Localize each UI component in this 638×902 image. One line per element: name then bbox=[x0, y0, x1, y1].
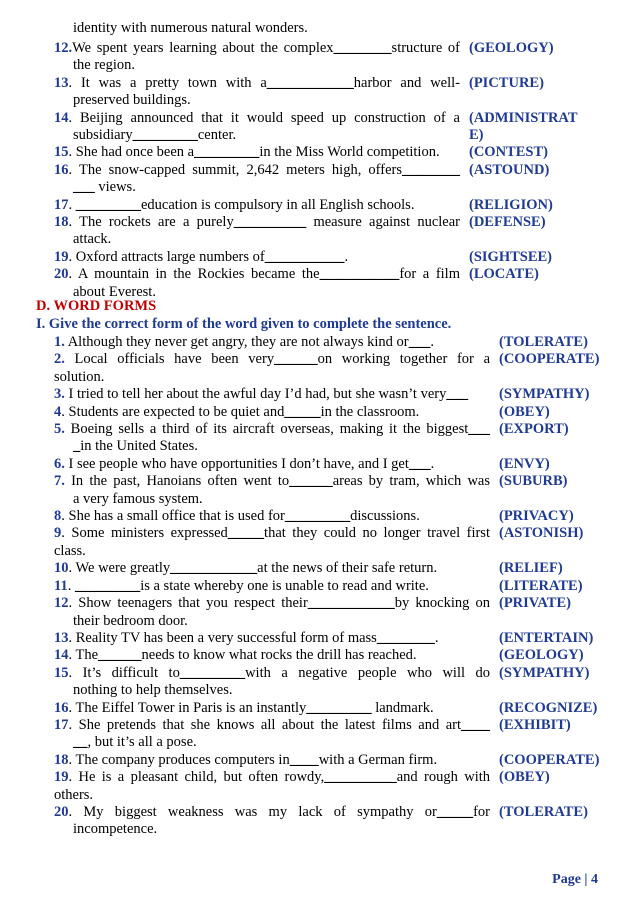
answer-blank: ___________ bbox=[319, 266, 400, 283]
exercise-item bbox=[0, 578, 638, 595]
question-line bbox=[54, 769, 490, 786]
sentence-text: Local officials have been very bbox=[64, 351, 275, 368]
sentence-text: . We were greatly bbox=[68, 560, 171, 577]
hint-word: (RECOGNIZE) bbox=[499, 699, 598, 716]
hint-word: (TOLERATE) bbox=[499, 803, 588, 820]
question-line bbox=[54, 110, 460, 127]
question-text bbox=[0, 214, 460, 249]
word-hint bbox=[460, 197, 553, 214]
sentence-text: with a negative people who will do bbox=[245, 664, 490, 681]
word-hint bbox=[460, 266, 539, 283]
question-number: 13 bbox=[54, 629, 69, 646]
sentence-text: areas by tram, which was bbox=[332, 473, 491, 490]
sentence-text: We spent years learning about the complex bbox=[72, 40, 334, 56]
sentence-text: others. bbox=[54, 786, 94, 803]
question-number: 7. bbox=[54, 473, 65, 490]
word-hint bbox=[490, 630, 593, 647]
question-number: 17 bbox=[54, 196, 69, 213]
sentence-text: a very famous system. bbox=[73, 490, 203, 507]
question-continuation bbox=[54, 787, 490, 804]
word-hint bbox=[490, 700, 597, 717]
question-line bbox=[54, 665, 490, 682]
hint-word: (ENTERTAIN) bbox=[499, 629, 594, 646]
exercise-list-c bbox=[0, 40, 638, 301]
word-hint bbox=[460, 75, 544, 92]
question-text bbox=[0, 404, 490, 421]
answer-blank: ___ bbox=[408, 455, 431, 472]
question-line bbox=[54, 249, 460, 266]
question-number: 1. bbox=[54, 334, 65, 350]
question-line bbox=[54, 508, 490, 525]
question-line bbox=[54, 560, 490, 577]
continuation-text: identity with numerous natural wonders. bbox=[73, 20, 308, 36]
sentence-text: . She had once been a bbox=[68, 144, 195, 161]
question-number: 14 bbox=[54, 109, 69, 126]
exercise-item bbox=[0, 804, 638, 839]
answer-blank: _ bbox=[73, 438, 81, 455]
answer-blank: __________ bbox=[324, 769, 397, 786]
hint-word: (COOPERATE) bbox=[499, 351, 600, 368]
question-number: 14 bbox=[54, 647, 69, 664]
sentence-text: . The company produces computers in bbox=[68, 751, 290, 768]
exercise-item bbox=[0, 197, 638, 214]
question-number: 19 bbox=[54, 248, 69, 265]
question-number: 18 bbox=[54, 751, 69, 768]
question-text bbox=[0, 386, 490, 403]
exercise-item bbox=[0, 351, 638, 386]
question-number: 16 bbox=[54, 161, 69, 178]
question-continuation bbox=[54, 369, 490, 386]
answer-blank: _________ bbox=[74, 577, 141, 594]
word-hint bbox=[490, 351, 599, 368]
sentence-text: discussions. bbox=[350, 508, 420, 525]
question-line bbox=[54, 404, 490, 421]
hint-word: (EXHIBIT) bbox=[499, 716, 571, 733]
exercise-item bbox=[0, 525, 638, 560]
hint-word: (EXPORT) bbox=[499, 421, 569, 438]
question-number: 2. bbox=[54, 351, 65, 368]
sentence-text: nothing to help themselves. bbox=[73, 682, 233, 699]
question-number: 13 bbox=[54, 74, 69, 91]
question-text bbox=[0, 334, 490, 351]
word-hint bbox=[490, 525, 583, 542]
question-text bbox=[0, 525, 490, 560]
hint-word: (SYMPATHY) bbox=[499, 664, 590, 681]
question-number: 16 bbox=[54, 699, 69, 716]
exercise-item bbox=[0, 717, 638, 752]
sentence-text: class. bbox=[54, 542, 86, 559]
hint-word: (TOLERATE) bbox=[499, 334, 588, 350]
question-number: 4 bbox=[54, 403, 62, 420]
page-footer: Page | 4 bbox=[552, 872, 598, 887]
question-continuation bbox=[54, 231, 460, 248]
question-text bbox=[0, 266, 460, 301]
hint-word: E) bbox=[469, 127, 484, 144]
hint-word: (RELIEF) bbox=[499, 560, 563, 577]
question-line bbox=[54, 804, 490, 821]
sentence-text: . Reality TV has been a very successful form of mass bbox=[68, 629, 377, 646]
question-line bbox=[54, 630, 490, 647]
answer-blank: _________ bbox=[284, 508, 351, 525]
sentence-text: attack. bbox=[73, 231, 112, 248]
question-line bbox=[54, 144, 460, 161]
word-hint bbox=[490, 560, 563, 577]
sentence-text: harbor and well- bbox=[353, 74, 460, 91]
hint-word: (SIGHTSEE) bbox=[469, 248, 552, 265]
exercise-item bbox=[0, 266, 638, 301]
word-hint bbox=[490, 578, 583, 595]
exercise-item bbox=[0, 665, 638, 700]
sentence-text: . bbox=[434, 629, 439, 646]
answer-blank: _________ bbox=[194, 144, 260, 161]
question-text bbox=[0, 162, 460, 197]
sentence-text: . The rockets are a purely bbox=[68, 214, 234, 231]
question-line bbox=[54, 162, 460, 179]
sentence-text: . bbox=[344, 248, 349, 265]
sentence-text: about Everest. bbox=[73, 283, 156, 300]
exercise-item bbox=[0, 404, 638, 421]
question-line bbox=[54, 525, 490, 542]
sentence-text: , but it’s all a pose. bbox=[87, 734, 197, 751]
question-text bbox=[0, 40, 460, 75]
answer-blank: ____ bbox=[461, 716, 490, 733]
question-number: 20 bbox=[54, 803, 69, 820]
sentence-text: . Some ministers expressed bbox=[61, 525, 228, 542]
question-line bbox=[54, 595, 490, 612]
exercise-item bbox=[0, 386, 638, 403]
question-number: 9 bbox=[54, 525, 62, 542]
question-continuation bbox=[54, 613, 490, 630]
hint-word: (PRIVACY) bbox=[499, 508, 574, 525]
question-number: 12. bbox=[54, 40, 73, 56]
exercise-item bbox=[0, 752, 638, 769]
word-hint bbox=[490, 752, 599, 769]
answer-blank: ______ bbox=[98, 647, 142, 664]
hint-word: (ENVY) bbox=[499, 455, 550, 472]
question-line bbox=[54, 752, 490, 769]
question-continuation bbox=[54, 821, 490, 838]
answer-blank: ____________ bbox=[307, 595, 395, 612]
sentence-text: . My biggest weakness was my lack of sympathy or bbox=[68, 803, 437, 820]
question-line bbox=[54, 421, 490, 438]
sentence-text: . She has a small office that is used for bbox=[61, 508, 285, 525]
answer-blank: _____ bbox=[227, 525, 265, 542]
word-hint bbox=[490, 508, 574, 525]
exercise-item bbox=[0, 595, 638, 630]
sentence-text: incompetence. bbox=[73, 821, 158, 838]
answer-blank: _________ bbox=[179, 664, 246, 681]
sentence-text: Although they never get angry, they are not always kind or bbox=[64, 334, 409, 350]
question-text bbox=[0, 665, 490, 700]
answer-blank: _____ bbox=[436, 803, 474, 820]
question-line bbox=[54, 473, 490, 490]
question-continuation bbox=[54, 543, 490, 560]
question-line bbox=[54, 351, 490, 368]
exercise-item bbox=[0, 421, 638, 456]
hint-word: (DEFENSE) bbox=[469, 214, 546, 231]
sentence-text: . It’s difficult to bbox=[68, 664, 180, 681]
question-text bbox=[0, 804, 490, 839]
question-line bbox=[54, 456, 490, 473]
answer-blank: ________ bbox=[402, 161, 460, 178]
sentence-text: preserved buildings. bbox=[73, 92, 191, 109]
hint-word: (RELIGION) bbox=[469, 196, 553, 213]
hint-word: (PRIVATE) bbox=[499, 595, 571, 612]
hint-word: (ASTOUND) bbox=[469, 161, 550, 178]
question-continuation bbox=[54, 682, 490, 699]
question-line bbox=[54, 647, 490, 664]
question-text bbox=[0, 578, 490, 595]
question-text bbox=[0, 769, 490, 804]
exercise-item bbox=[0, 214, 638, 249]
exercise-item bbox=[0, 110, 638, 145]
word-hint bbox=[490, 473, 567, 490]
question-text bbox=[0, 508, 490, 525]
sentence-text: that they could no longer travel first bbox=[264, 525, 490, 542]
word-hint bbox=[490, 804, 588, 821]
hint-word: (COOPERATE) bbox=[499, 751, 600, 768]
sentence-text: . He is a pleasant child, but often rowdy, bbox=[68, 769, 325, 786]
hint-word: (LOCATE) bbox=[469, 266, 539, 283]
question-number: 5. bbox=[54, 421, 65, 438]
answer-blank: ______ bbox=[289, 473, 333, 490]
answer-blank: ___ bbox=[468, 421, 490, 438]
hint-word: (GEOLOGY) bbox=[499, 647, 584, 664]
sentence-text: is a state whereby one is unable to read and write. bbox=[140, 577, 429, 594]
sentence-text: their bedroom door. bbox=[73, 612, 188, 629]
question-line bbox=[54, 334, 490, 351]
exercise-item bbox=[0, 560, 638, 577]
answer-blank: ______ bbox=[274, 351, 318, 368]
sentence-text: in the Miss World competition. bbox=[259, 144, 440, 161]
question-line bbox=[54, 386, 490, 403]
hint-word: (OBEY) bbox=[499, 769, 550, 786]
exercise-item bbox=[0, 769, 638, 804]
answer-blank: ________ bbox=[333, 40, 392, 56]
sentence-text: . bbox=[430, 455, 435, 472]
sentence-text: . bbox=[67, 577, 75, 594]
question-line bbox=[54, 266, 460, 283]
exercise-item bbox=[0, 334, 638, 351]
question-number: 11 bbox=[54, 577, 68, 594]
question-text bbox=[0, 630, 490, 647]
question-text bbox=[0, 717, 490, 752]
hint-word: (PICTURE) bbox=[469, 74, 544, 91]
question-text bbox=[0, 595, 490, 630]
question-number: 19 bbox=[54, 769, 69, 786]
word-hint bbox=[460, 110, 578, 145]
answer-blank: __ bbox=[73, 734, 88, 751]
hint-word: (ADMINISTRAT bbox=[469, 109, 578, 126]
sentence-text: in the United States. bbox=[80, 438, 198, 455]
sentence-text: . She pretends that she knows all about the latest films and art bbox=[68, 716, 461, 733]
word-hint bbox=[460, 214, 546, 231]
sentence-text: needs to know what rocks the drill has reached. bbox=[141, 647, 417, 664]
answer-blank: ____________ bbox=[266, 74, 354, 91]
answer-blank: _________ bbox=[132, 127, 198, 144]
sentence-text: I tried to tell her about the awful day I’d had, but she wasn’t very bbox=[64, 386, 447, 403]
sentence-text: structure of bbox=[391, 40, 461, 56]
exercise-item bbox=[0, 700, 638, 717]
answer-blank: ____________ bbox=[170, 560, 258, 577]
exercise-item bbox=[0, 647, 638, 664]
question-line bbox=[54, 214, 460, 231]
question-line bbox=[54, 40, 460, 57]
question-number: 8 bbox=[54, 508, 62, 525]
hint-word: (GEOLOGY) bbox=[469, 40, 554, 56]
question-text bbox=[0, 197, 460, 214]
word-hint bbox=[490, 717, 571, 734]
sentence-text: for a film bbox=[399, 266, 460, 283]
exercise-item bbox=[0, 508, 638, 525]
sentence-text: for bbox=[473, 803, 490, 820]
exercise-item bbox=[0, 40, 638, 75]
question-number: 3. bbox=[54, 386, 65, 403]
sentence-text: subsidiary bbox=[73, 127, 133, 144]
word-hint bbox=[460, 249, 552, 266]
answer-blank: ___ bbox=[408, 334, 431, 350]
question-number: 6. bbox=[54, 455, 65, 472]
sentence-text: . bbox=[68, 196, 76, 213]
sentence-text: . Beijing announced that it would speed up construction of a bbox=[68, 109, 460, 126]
question-line bbox=[54, 717, 490, 734]
sentence-text: Boeing sells a third of its aircraft overseas, making it the biggest bbox=[64, 421, 469, 438]
question-line bbox=[54, 197, 460, 214]
question-continuation bbox=[54, 491, 490, 508]
exercise-item bbox=[0, 630, 638, 647]
sentence-text: . The Eiffel Tower in Paris is an instantly bbox=[68, 699, 307, 716]
question-text bbox=[0, 110, 460, 145]
question-text bbox=[0, 456, 490, 473]
word-hint bbox=[490, 334, 588, 351]
exercise-item bbox=[0, 456, 638, 473]
question-continuation bbox=[54, 92, 460, 109]
question-line bbox=[54, 700, 490, 717]
sentence-text: center. bbox=[197, 127, 237, 144]
answer-blank: _________ bbox=[306, 699, 372, 716]
answer-blank: ________ bbox=[376, 629, 435, 646]
section-d-title: D. WORD FORMS bbox=[36, 298, 157, 314]
word-hint bbox=[460, 40, 554, 57]
question-number: 15 bbox=[54, 664, 69, 681]
word-hint bbox=[490, 647, 584, 664]
word-hint bbox=[460, 144, 548, 161]
sentence-text: in the classroom. bbox=[320, 403, 420, 420]
question-continuation bbox=[54, 127, 460, 144]
word-hint bbox=[460, 162, 549, 179]
question-continuation bbox=[54, 57, 460, 74]
question-text bbox=[0, 144, 460, 161]
question-number: 17 bbox=[54, 716, 69, 733]
answer-blank: _________ bbox=[75, 196, 141, 213]
sentence-text: landmark. bbox=[371, 699, 434, 716]
question-continuation bbox=[54, 179, 460, 196]
answer-blank: ___ bbox=[73, 179, 95, 196]
sentence-text: . bbox=[430, 334, 434, 350]
word-hint bbox=[490, 404, 550, 421]
hint-word: (SUBURB) bbox=[499, 473, 568, 490]
sentence-text: In the past, Hanoians often went to bbox=[64, 473, 290, 490]
hint-word: (SYMPATHY) bbox=[499, 386, 590, 403]
question-text bbox=[0, 473, 490, 508]
sentence-text: . Students are expected to be quiet and bbox=[61, 403, 285, 420]
word-hint bbox=[490, 421, 569, 438]
question-number: 18 bbox=[54, 214, 69, 231]
question-line bbox=[54, 578, 490, 595]
question-number: 12 bbox=[54, 595, 69, 612]
sentence-text: . It was a pretty town with a bbox=[68, 74, 267, 91]
question-line bbox=[54, 75, 460, 92]
answer-blank: ____ bbox=[289, 751, 319, 768]
question-continuation bbox=[54, 734, 490, 751]
section-i-title: I. Give the correct form of the word given to complete the sentence. bbox=[36, 316, 452, 332]
hint-word: (ASTONISH) bbox=[499, 525, 584, 542]
question-text bbox=[0, 752, 490, 769]
answer-blank: _____ bbox=[284, 403, 321, 420]
exercise-item bbox=[0, 144, 638, 161]
sentence-text: solution. bbox=[54, 368, 105, 385]
sentence-text: and rough with bbox=[396, 769, 491, 786]
question-text bbox=[0, 700, 490, 717]
top-continuation bbox=[0, 20, 638, 37]
sentence-text: measure against nuclear bbox=[306, 214, 460, 231]
sentence-text: . A mountain in the Rockies became the bbox=[68, 266, 320, 283]
sentence-text: . Oxford attracts large numbers of bbox=[68, 248, 265, 265]
hint-word: (OBEY) bbox=[499, 403, 550, 420]
question-number: 20 bbox=[54, 266, 69, 283]
word-hint bbox=[490, 769, 550, 786]
sentence-text: views. bbox=[94, 179, 136, 196]
exercise-item bbox=[0, 473, 638, 508]
sentence-text: . Show teenagers that you respect their bbox=[68, 595, 308, 612]
sentence-text: with a German firm. bbox=[318, 751, 438, 768]
question-text bbox=[0, 249, 460, 266]
answer-blank: ___ bbox=[446, 386, 469, 403]
sentence-text: . The snow-capped summit, 2,642 meters high, offers bbox=[68, 161, 402, 178]
question-number: 15 bbox=[54, 144, 69, 161]
question-number: 10 bbox=[54, 560, 69, 577]
exercise-list-i bbox=[0, 334, 638, 839]
hint-word: (LITERATE) bbox=[499, 577, 583, 594]
exercise-item bbox=[0, 249, 638, 266]
answer-blank: __________ bbox=[233, 214, 307, 231]
question-text bbox=[0, 75, 460, 110]
sentence-text: education is compulsory in all English schools. bbox=[141, 196, 415, 213]
word-hint bbox=[490, 665, 589, 682]
exercise-item bbox=[0, 75, 638, 110]
answer-blank: ___________ bbox=[264, 248, 345, 265]
word-hint bbox=[490, 595, 571, 612]
question-text bbox=[0, 351, 490, 386]
question-text bbox=[0, 421, 490, 456]
sentence-text: the region. bbox=[73, 57, 136, 74]
sentence-text: by knocking on bbox=[394, 595, 490, 612]
sentence-text: at the news of their safe return. bbox=[257, 560, 438, 577]
question-continuation bbox=[54, 438, 490, 455]
question-text bbox=[0, 560, 490, 577]
question-text bbox=[0, 647, 490, 664]
word-hint bbox=[490, 456, 550, 473]
sentence-text: on working together for a bbox=[317, 351, 491, 368]
word-hint bbox=[490, 386, 589, 403]
exercise-item bbox=[0, 162, 638, 197]
sentence-text: . The bbox=[68, 647, 99, 664]
hint-word: (CONTEST) bbox=[469, 144, 548, 161]
sentence-text: I see people who have opportunities I don’t have, and I get bbox=[64, 455, 409, 472]
